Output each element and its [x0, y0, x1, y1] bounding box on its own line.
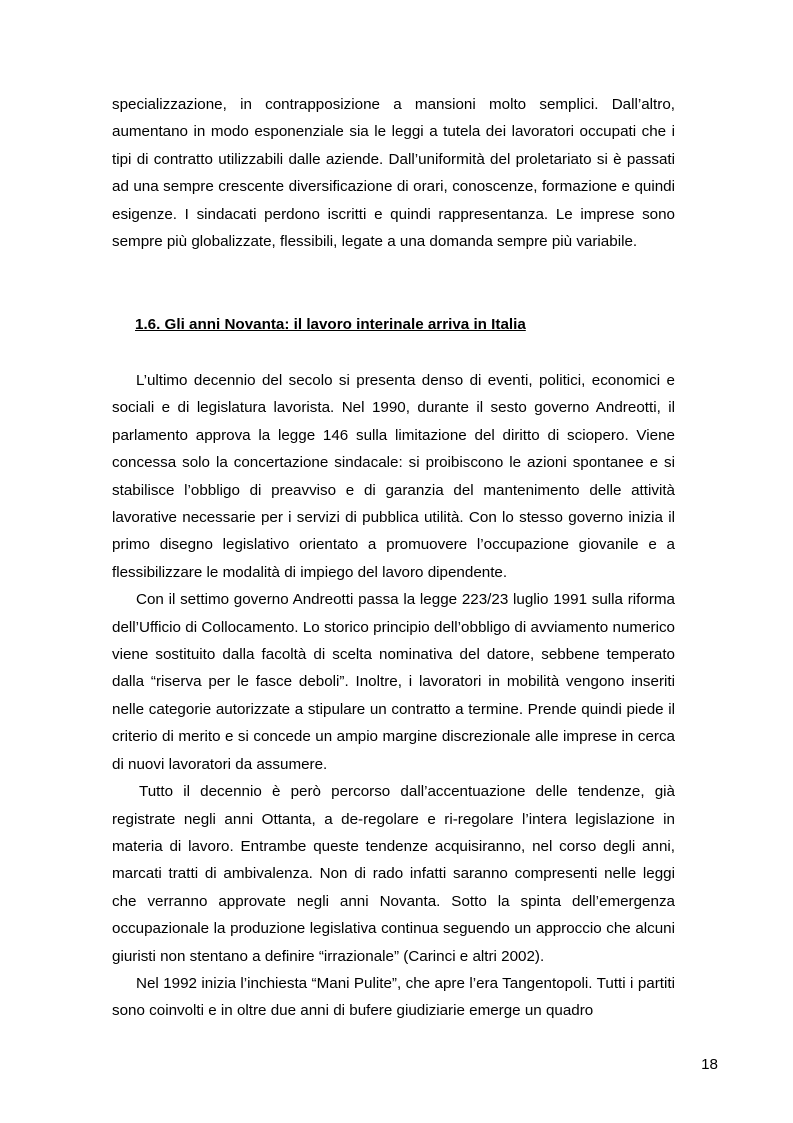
paragraph-3: Tutto il decennio è però percorso dall’accentuazione delle tendenze, già registrate negli anni Ottanta, a de-regolare e ri-regolare l’intera legislazione in materia di lavoro. Entrambe queste tendenze acquisiranno, nel corso degli anni, marcati tratti di ambivalenza. Non di rado infatti saranno compresenti nelle leggi che verranno approvate negli anni Novanta. Sotto la spinta dell’emergenza occupazionale la produzione legislativa continua seguendo un approccio che alcuni giuristi non stentano a definire “irrazionale” (Carinci e altri 2002). [112, 783, 675, 965]
section-body [112, 367, 675, 1025]
paragraph-2: Con il settimo governo Andreotti passa la legge 223/23 luglio 1991 sulla riforma dell’Ufficio di Collocamento. Lo storico principio dell’obbligo di avviamento numerico viene sostituito dalla facoltà di scelta nominativa del datore, sebbene temperato dalla “riserva per le fasce deboli”. Inoltre, i lavoratori in mobilità vengono inseriti nelle categorie autorizzate a stipulare un contratto a termine. Prende quindi piede il criterio di merito e si concede un ampio margine discrezionale alle imprese in cerca di nuovi lavoratori da assumere. [112, 591, 675, 773]
section-heading: 1.6. Gli anni Novanta: il lavoro interinale arriva in Italia [135, 316, 526, 333]
intro-paragraph: specializzazione, in contrapposizione a mansioni molto semplici. Dall’altro, aumentano in modo esponenziale sia le leggi a tutela dei lavoratori occupati che i tipi di contratto utilizzabili dalle aziende. Dall’uniformità del proletariato si è passati ad una sempre crescente diversificazione di orari, conoscenze, formazione e quindi esigenze. I sindacati perdono iscritti e quindi rappresentanza. Le imprese sono sempre più globalizzate, flessibili, legate a una domanda sempre più variabile. [112, 96, 675, 251]
paragraph-4: Nel 1992 inizia l’inchiesta “Mani Pulite”, che apre l’era Tangentopoli. Tutti i partiti sono coinvolti e in oltre due anni di bufere giudiziarie emerge un quadro [112, 974, 675, 1020]
intro-text-block [112, 91, 675, 255]
paragraph-1: L’ultimo decennio del secolo si presenta denso di eventi, politici, economici e sociali e di legislatura lavorista. Nel 1990, durante il sesto governo Andreotti, il parlamento approva la legge 146 sulla limitazione del diritto di sciopero. Viene concessa solo la concertazione sindacale: si proibiscono le azioni spontanee e si stabilisce l’obbligo di preavviso e di garanzia del mantenimento delle attività lavorative necessarie per i servizi di pubblica utilità. Con lo stesso governo inizia il primo disegno legislativo orientato a promuovere l’occupazione giovanile e a flessibilizzare le modalità di impiego del lavoro dipendente. [112, 372, 675, 581]
page-number: 18 [701, 1056, 718, 1073]
